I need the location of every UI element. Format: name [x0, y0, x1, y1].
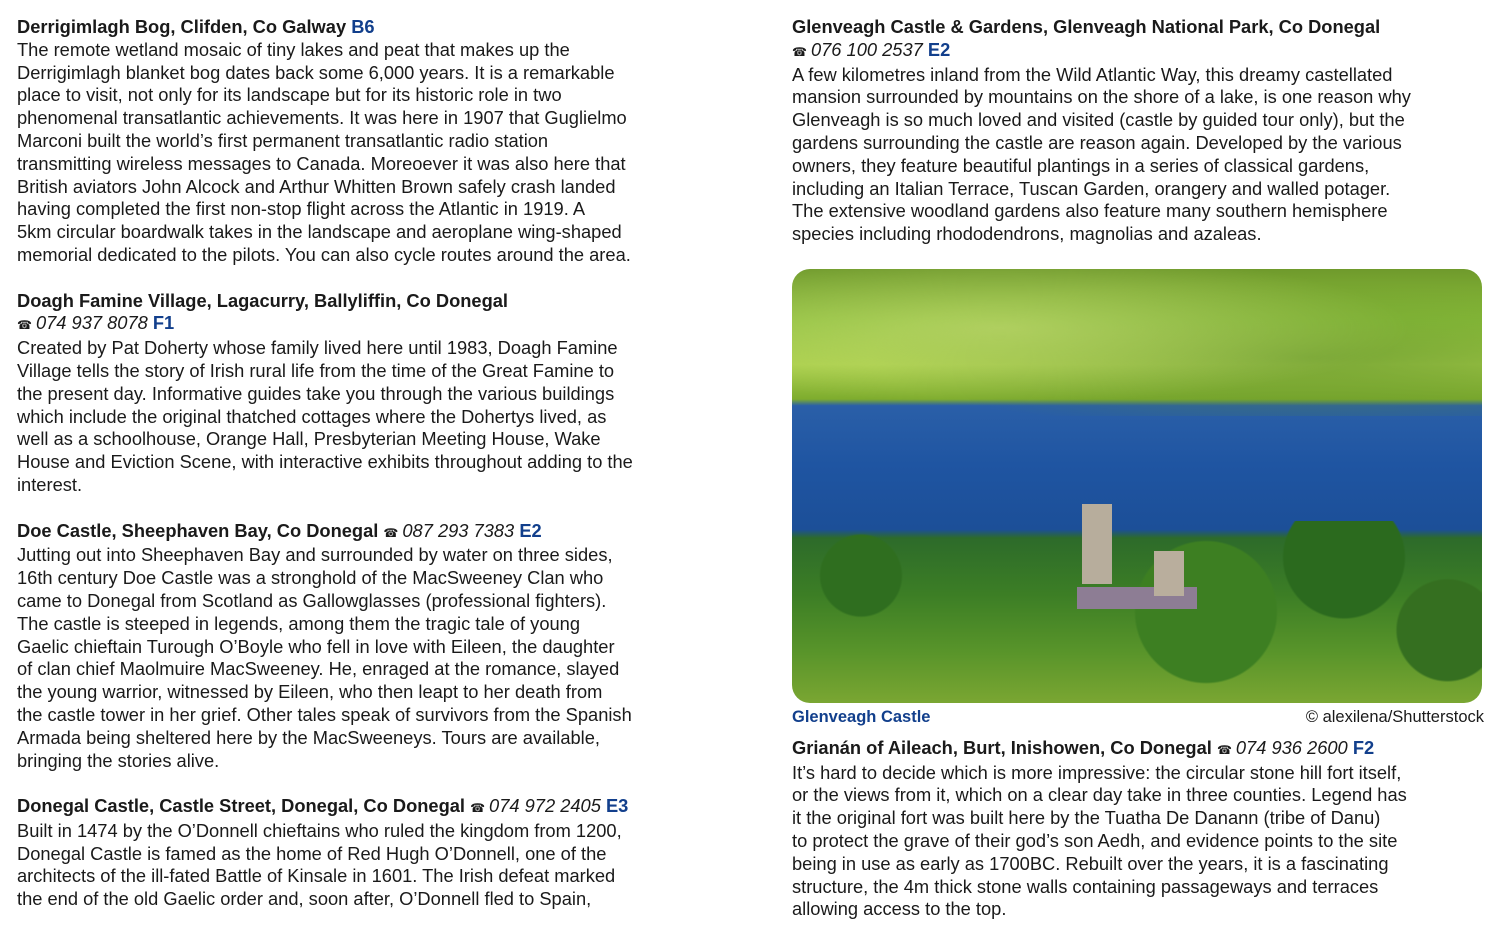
photo-credit: © alexilena/Shutterstock — [1305, 707, 1484, 726]
body-text-line: Glenveagh is so much loved and visited (castle by guided tour only), but the — [792, 109, 1405, 131]
listing-heading — [792, 16, 1484, 39]
listing-title: Glenveagh Castle & Gardens, Glenveagh National Park, Co Donegal — [792, 16, 1381, 37]
body-text-line: being in use as early as 1700BC. Rebuilt over the years, it is a fascinating — [792, 852, 1389, 874]
phone-number: 076 100 2537 — [810, 38, 923, 60]
body-text-line: allowing access to the top. — [792, 898, 1007, 920]
listing-entry — [17, 795, 717, 911]
phone-icon: ☎ — [470, 801, 486, 816]
body-text-line: structure, the 4m thick stone walls containing passageways and terraces — [792, 875, 1379, 897]
listing-entry — [792, 16, 1484, 246]
body-text-line: place to visit, not only for its landscape but for its historic role in two — [17, 84, 562, 106]
listing-title: Doagh Famine Village, Lagacurry, Ballyliffin, Co Donegal — [17, 289, 508, 311]
map-grid-reference: E3 — [605, 795, 629, 817]
body-text-line: Derrigimlagh blanket bog dates back some 6,000 years. It is a remarkable — [17, 61, 615, 83]
phone-number: 074 936 2600 — [1235, 736, 1348, 758]
map-grid-reference: F1 — [152, 312, 175, 334]
body-text-line: to protect the grave of their god’s son Aedh, and evidence points to the site — [792, 829, 1398, 851]
listing-entry — [792, 737, 1484, 921]
listing-entry — [17, 520, 717, 773]
body-text-line: The remote wetland mosaic of tiny lakes and peat that makes up the — [17, 38, 570, 60]
listing-phone-line — [792, 39, 1484, 64]
body-text-line: Armada being sheltered here by the MacSweeneys. Tours are available, — [17, 726, 600, 748]
body-text-line: phenomenal transatlantic achievements. It was here in 1907 that Guglielmo — [17, 107, 627, 129]
body-text-line: having completed the first non-stop flight across the Atlantic in 1919. A — [17, 198, 586, 220]
listing-phone — [1217, 737, 1348, 758]
map-grid-reference: E2 — [927, 38, 951, 60]
listing-heading — [17, 795, 717, 820]
body-text-line: owners, they feature beautiful plantings in a series of classical gardens, — [792, 154, 1370, 176]
listing-heading — [17, 290, 717, 313]
body-text-line: of clan chief Maolmuire MacSweeney. He, enraged at the romance, slayed — [17, 658, 620, 680]
body-text-line: Donegal Castle is famed as the home of Red Hugh O’Donnell, one of the — [17, 842, 607, 864]
listing-heading — [17, 16, 717, 39]
listing-phone — [470, 795, 601, 816]
right-column — [792, 16, 1484, 944]
listing-entry — [17, 16, 717, 267]
map-grid-reference: E2 — [519, 519, 542, 541]
body-text-line: 16th century Doe Castle was a stronghold of the MacSweeney Clan who — [17, 567, 604, 589]
map-grid-reference: F2 — [1352, 736, 1375, 758]
listing-title: Grianán of Aileach, Burt, Inishowen, Co Donegal — [792, 736, 1212, 758]
body-text-line: which include the original thatched cottages where the Dohertys lived, as — [17, 405, 607, 427]
body-text-line: Jutting out into Sheephaven Bay and surrounded by water on three sides, — [17, 544, 613, 566]
phone-number: 074 972 2405 — [489, 795, 601, 817]
phone-icon: ☎ — [1216, 742, 1232, 757]
phone-number: 074 937 8078 — [35, 312, 148, 334]
body-text-line: or the views from it, which on a clear day take in three counties. Legend has — [792, 784, 1407, 806]
body-text-line: including an Italian Terrace, Tuscan Garden, orangery and walled potager. — [792, 177, 1391, 199]
listing-title: Donegal Castle, Castle Street, Donegal, Co Donegal — [17, 795, 465, 817]
body-text-line: the young warrior, witnessed by Eileen, who then leapt to her death from — [17, 681, 603, 703]
body-text-line: species including rhododendrons, magnolias and azaleas. — [792, 223, 1262, 245]
body-text-line: Marconi built the world’s first permanent transatlantic radio station — [17, 129, 549, 151]
body-text-line: well as a schoolhouse, Orange Hall, Presbyterian Meeting House, Wake — [17, 428, 601, 450]
body-text-line: Gaelic chieftain Turough O’Boyle who fell in love with Eileen, the daughter — [17, 635, 615, 657]
body-text-line: The castle is steeped in legends, among them the tragic tale of young — [17, 612, 580, 634]
body-text-line: gardens surrounding the castle are reason again. Developed by the various — [792, 131, 1402, 153]
phone-icon: ☎ — [792, 44, 807, 59]
listing-heading — [17, 520, 717, 545]
body-text-line: it the original fort was built here by the Tuatha De Danann (tribe of Danu) — [792, 807, 1381, 829]
glenveagh-castle-photo — [792, 269, 1482, 703]
body-text-line: The extensive woodland gardens also feature many southern hemisphere — [792, 200, 1388, 222]
body-text-line: bringing the stories alive. — [17, 749, 220, 771]
map-grid-reference: B6 — [351, 16, 375, 37]
body-text-line: the end of the old Gaelic order and, soon after, O’Donnell fled to Spain, — [17, 888, 592, 910]
listing-phone-line — [17, 312, 717, 337]
body-text-line: came to Donegal from Scotland as Gallowglasses (professional fighters). — [17, 589, 607, 611]
body-text-line: It’s hard to decide which is more impressive: the circular stone hill fort itself, — [792, 761, 1402, 783]
body-text-line: Village tells the story of Irish rural life from the time of the Great Famine to — [17, 359, 615, 381]
listing-phone — [383, 520, 514, 541]
body-text-line: memorial dedicated to the pilots. You can also cycle routes around the area. — [17, 243, 631, 265]
listing-entry — [17, 290, 717, 497]
listing-title: Doe Castle, Sheephaven Bay, Co Donegal — [17, 519, 379, 541]
phone-number: 087 293 7383 — [402, 519, 515, 541]
photo-caption: Glenveagh Castle — [792, 707, 931, 726]
body-text-line: Created by Pat Doherty whose family lived here until 1983, Doagh Famine — [17, 337, 618, 359]
body-text-line: interest. — [17, 473, 83, 495]
body-text-line: British aviators John Alcock and Arthur Whitten Brown safely crash landed — [17, 175, 616, 197]
phone-icon: ☎ — [17, 318, 32, 333]
phone-icon: ☎ — [383, 525, 399, 540]
listing-phone — [17, 312, 148, 333]
listing-title: Derrigimlagh Bog, Clifden, Co Galway — [17, 16, 347, 37]
body-text-line: the present day. Informative guides take you through the various buildings — [17, 382, 615, 404]
body-text-line: A few kilometres inland from the Wild Atlantic Way, this dreamy castellated — [792, 63, 1393, 85]
body-text-line: the castle tower in her grief. Other tales speak of survivors from the Spanish — [17, 703, 632, 725]
left-column — [17, 16, 717, 934]
listing-phone — [792, 39, 923, 60]
body-text-line: architects of the ill-fated Battle of Kinsale in 1601. The Irish defeat marked — [17, 865, 616, 887]
body-text-line: mansion surrounded by mountains on the shore of a lake, is one reason why — [792, 86, 1411, 108]
body-text-line: House and Eviction Scene, with interactive exhibits throughout adding to the — [17, 451, 633, 473]
body-text-line: transmitting wireless messages to Canada. Moreoever it was also here that — [17, 152, 626, 174]
body-text-line: 5km circular boardwalk takes in the landscape and aeroplane wing-shaped — [17, 221, 622, 243]
listing-heading — [792, 737, 1484, 762]
body-text-line: Built in 1474 by the O’Donnell chieftains who ruled the kingdom from 1200, — [17, 819, 622, 841]
